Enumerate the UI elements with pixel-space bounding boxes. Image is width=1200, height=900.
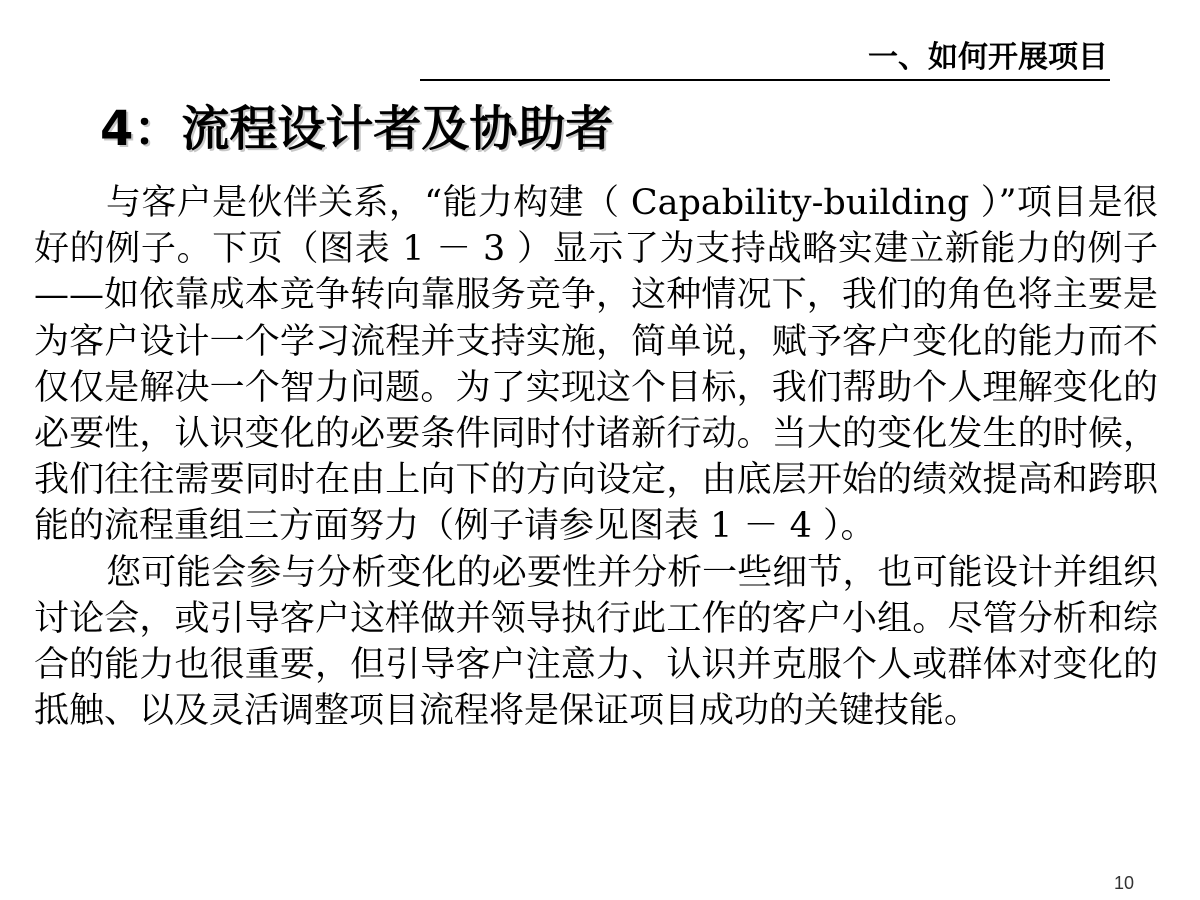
section-header: 一、如何开展项目 [868,40,1108,75]
body-paragraph: 与客户是伙伴关系，“能力构建（ Capability-building ）”项目是很好的例子。下页（图表 1 － 3 ）显示了为支持战略实建立新能力的例子——如依靠成本竞争转向靠服务竞争，这种情况下，我们的角色将主要是为客户设计一个学习流程并支持实施，简单说，赋予客户变化的能力而不仅仅是解决一个智力问题。为了实现这个目标，我们帮助个人理解变化的必要性，认识变化的必要条件同时付诸新行动。当大的变化发生的时候，我们往往需要同时在由上向下的方向设定，由底层开始的绩效提高和跨职能的流程重组三方面努力（例子请参见图表 1 － 4 ）。 [34,183,1158,547]
slide-title: 4：流程设计者及协助者 [100,101,614,157]
body-paragraph: 您可能会参与分析变化的必要性并分析一些细节，也可能设计并组织讨论会，或引导客户这样做并领导执行此工作的客户小组。尽管分析和综合的能力也很重要，但引导客户注意力、认识并克服个人或群体对变化的抵触、以及灵活调整项目流程将是保证项目成功的关键技能。 [34,552,1158,732]
header-divider [420,79,1110,81]
page-number: 10 [1113,873,1134,893]
body-text [34,180,1158,734]
